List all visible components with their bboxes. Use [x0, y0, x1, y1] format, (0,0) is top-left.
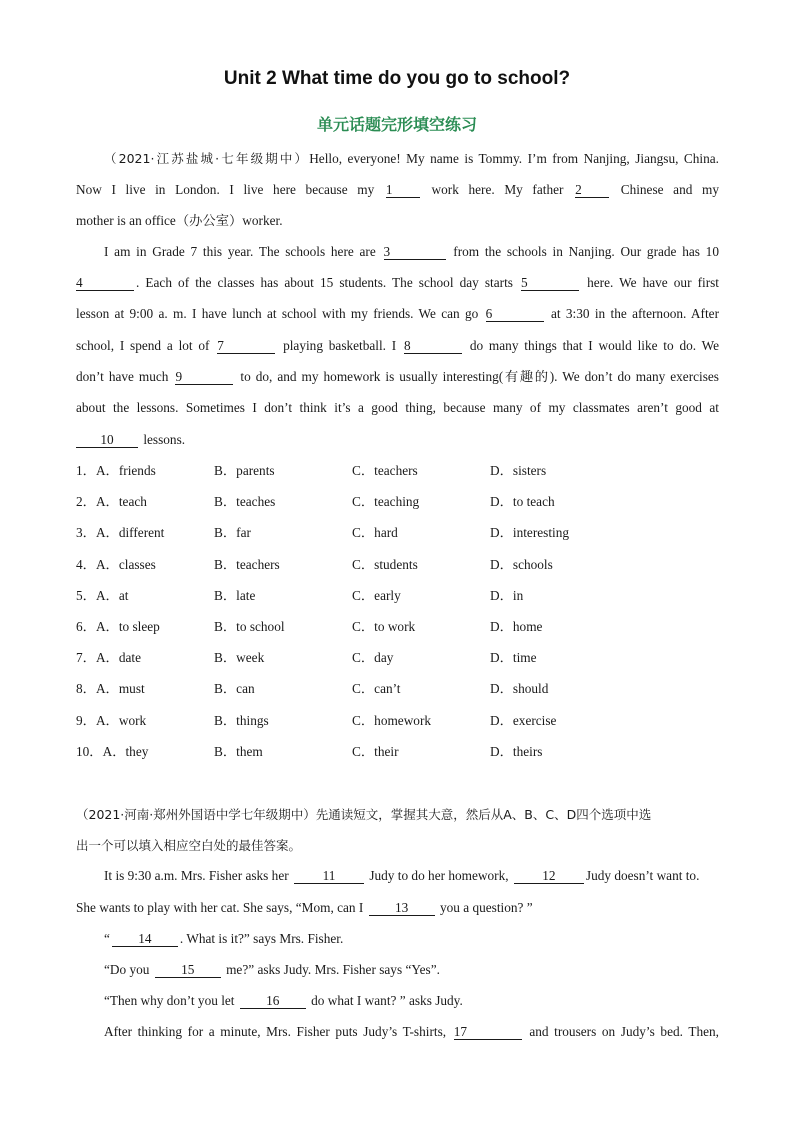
passage2-intro-line-1: （2021·河南·郑州外国语中学七年级期中）先通读短文，掌握其大意，然后从A、B、C、D四个选项中选	[76, 807, 652, 822]
blank-15[interactable]: 15	[155, 962, 221, 978]
passage1-line-3: mother is an office（办公室）worker.	[76, 213, 283, 228]
blank-3[interactable]: 3	[384, 244, 446, 260]
blank-12[interactable]: 12	[514, 868, 584, 884]
blank-8[interactable]: 8	[404, 338, 462, 354]
blank-13[interactable]: 13	[369, 900, 435, 916]
passage2-line-5: “Then why don’t you let 16 do what I want? ” asks Judy.	[104, 993, 463, 1008]
passage1-line-8: don’t have much 9 to do, and my homework is usually interesting(有趣的). We don’t do many exercises	[76, 369, 719, 384]
passage2-line-6: After thinking for a minute, Mrs. Fisher puts Judy’s T-shirts, 17 and trousers on Judy’s bed. Then,	[104, 1024, 719, 1039]
passage1-line-6: lesson at 9:00 a. m. I have lunch at school with my friends. We can go 6 at 3:30 in the afternoon. After	[76, 306, 719, 321]
passage1-line-5: 4 . Each of the classes has about 15 students. The school day starts 5 here. We have our first	[76, 275, 720, 290]
passage1-line-9: about the lessons. Sometimes I don’t think it’s a good thing, because many of my classmates aren’t good at	[76, 400, 719, 415]
passage2-line-2: She wants to play with her cat. She says, “Mom, can I 13 you a question? ”	[76, 900, 533, 915]
passage1-line-10: 10 lessons.	[76, 430, 719, 450]
blank-6[interactable]: 6	[486, 306, 544, 322]
page-subtitle: 单元话题完形填空练习	[316, 115, 477, 134]
blank-4[interactable]: 4	[76, 275, 134, 291]
blank-11[interactable]: 11	[294, 868, 364, 884]
passage2-line-4: “Do you 15 me?” asks Judy. Mrs. Fisher says “Yes”.	[104, 962, 440, 977]
blank-10[interactable]: 10	[76, 432, 138, 448]
blank-2[interactable]: 2	[575, 182, 609, 198]
passage2-intro-line-2: 出一个可以填入相应空白处的最佳答案。	[76, 838, 302, 853]
blank-14[interactable]: 14	[112, 931, 178, 947]
passage1-line-4: I am in Grade 7 this year. The schools here are 3 from the schools in Nanjing. Our grade has 10	[104, 244, 719, 259]
passage1-line-1: （2021·江苏盐城·七年级期中）Hello, everyone! My name is Tommy. I’m from Nanjing, Jiangsu, China.	[104, 151, 719, 166]
passage1-source: （2021·江苏盐城·七年级期中）	[104, 151, 310, 166]
blank-5[interactable]: 5	[521, 275, 579, 291]
blank-7[interactable]: 7	[217, 338, 275, 354]
passage2-line-3: “ 14 . What is it?” says Mrs. Fisher.	[104, 931, 344, 946]
passage1-line-7: school, I spend a lot of 7 playing basketball. I 8 do many things that I would like to do. We	[76, 338, 720, 353]
page-title: Unit 2 What time do you go to school?	[223, 68, 571, 89]
passage2-line-1: It is 9:30 a.m. Mrs. Fisher asks her 11 Judy to do her homework, 12 Judy doesn’t want to.	[104, 868, 700, 883]
worksheet-page: Unit 2 What time do you go to school? 单元话题完形填空练习 （2021·江苏盐城·七年级期中）Hello, everyone! My name is Tommy. I’m from Nanjing, Jiangsu, China. Now I live in London. I live here because my 1 work here. My father 2 Chinese and my mother is an office（办公室）worker. I am in Grade 7 this year. The schools here are 3 from the schools in Nanjing. Our grade has 10 4 . Each of the classes has about 15 students. The school day starts 5 here. We have our first lesson at 9:00 a. m. I have lunch at school with my friends. We can go 6 at 3:30 in the afternoon. After school, I spend a lot of 7 playing basketball. I 8 do many things that I would like to do. We don’t have much 9 to do, and my homework is usually interesting(有趣的). We don’t do many exercises about the lessons. Sometimes I don’t think it’s a good thing, because many of my classmates aren’t good at 10 lessons. 1．A．friends B．parents C．teachers D．sisters 2．A．teach B．teaches C．teaching D．to teach 3．A．different B．far C．hard D．interesting 4．A．classes B．teachers C．students D．schools 5．A．at B．late C．early D．in 6．A．to sleep B．to school C．to work D．home 7．A．date B．week C．day D．time 8．A．must B．can C．can’t D．should 9．A．work B．things C．homework D．exercise 10．A．they B．them C．their D．theirs （2021·河南·郑州外国语中学七年级期中）先通读短文，掌握其大意，然后从A、B、C、D四个选项中选 出一个可以填入相应空白处的最佳答案。 It is 9:30 a.m. Mrs. Fisher asks her 11 Judy to do her homework, 12 Judy doesn’t want to. She wants to play with her cat. She says, “Mom, can I 13 you a question? ” “ 14 . What is it?” says Mrs. Fisher. “Do you 15 me?” asks Judy. Mrs. Fisher says “Yes”. “Then why don’t you let 16 do what I want? ” asks Judy. After thinking for a minute, Mrs. Fisher puts Judy’s T-shirts, 17 and trousers on Judy’s bed. Then,	[0, 0, 794, 1123]
blank-9[interactable]: 9	[175, 369, 233, 385]
blank-17[interactable]: 17	[454, 1024, 522, 1040]
passage1-line-2: Now I live in London. I live here because my 1 work here. My father 2 Chinese and my	[76, 182, 719, 197]
blank-16[interactable]: 16	[240, 993, 306, 1009]
blank-1[interactable]: 1	[386, 182, 420, 198]
